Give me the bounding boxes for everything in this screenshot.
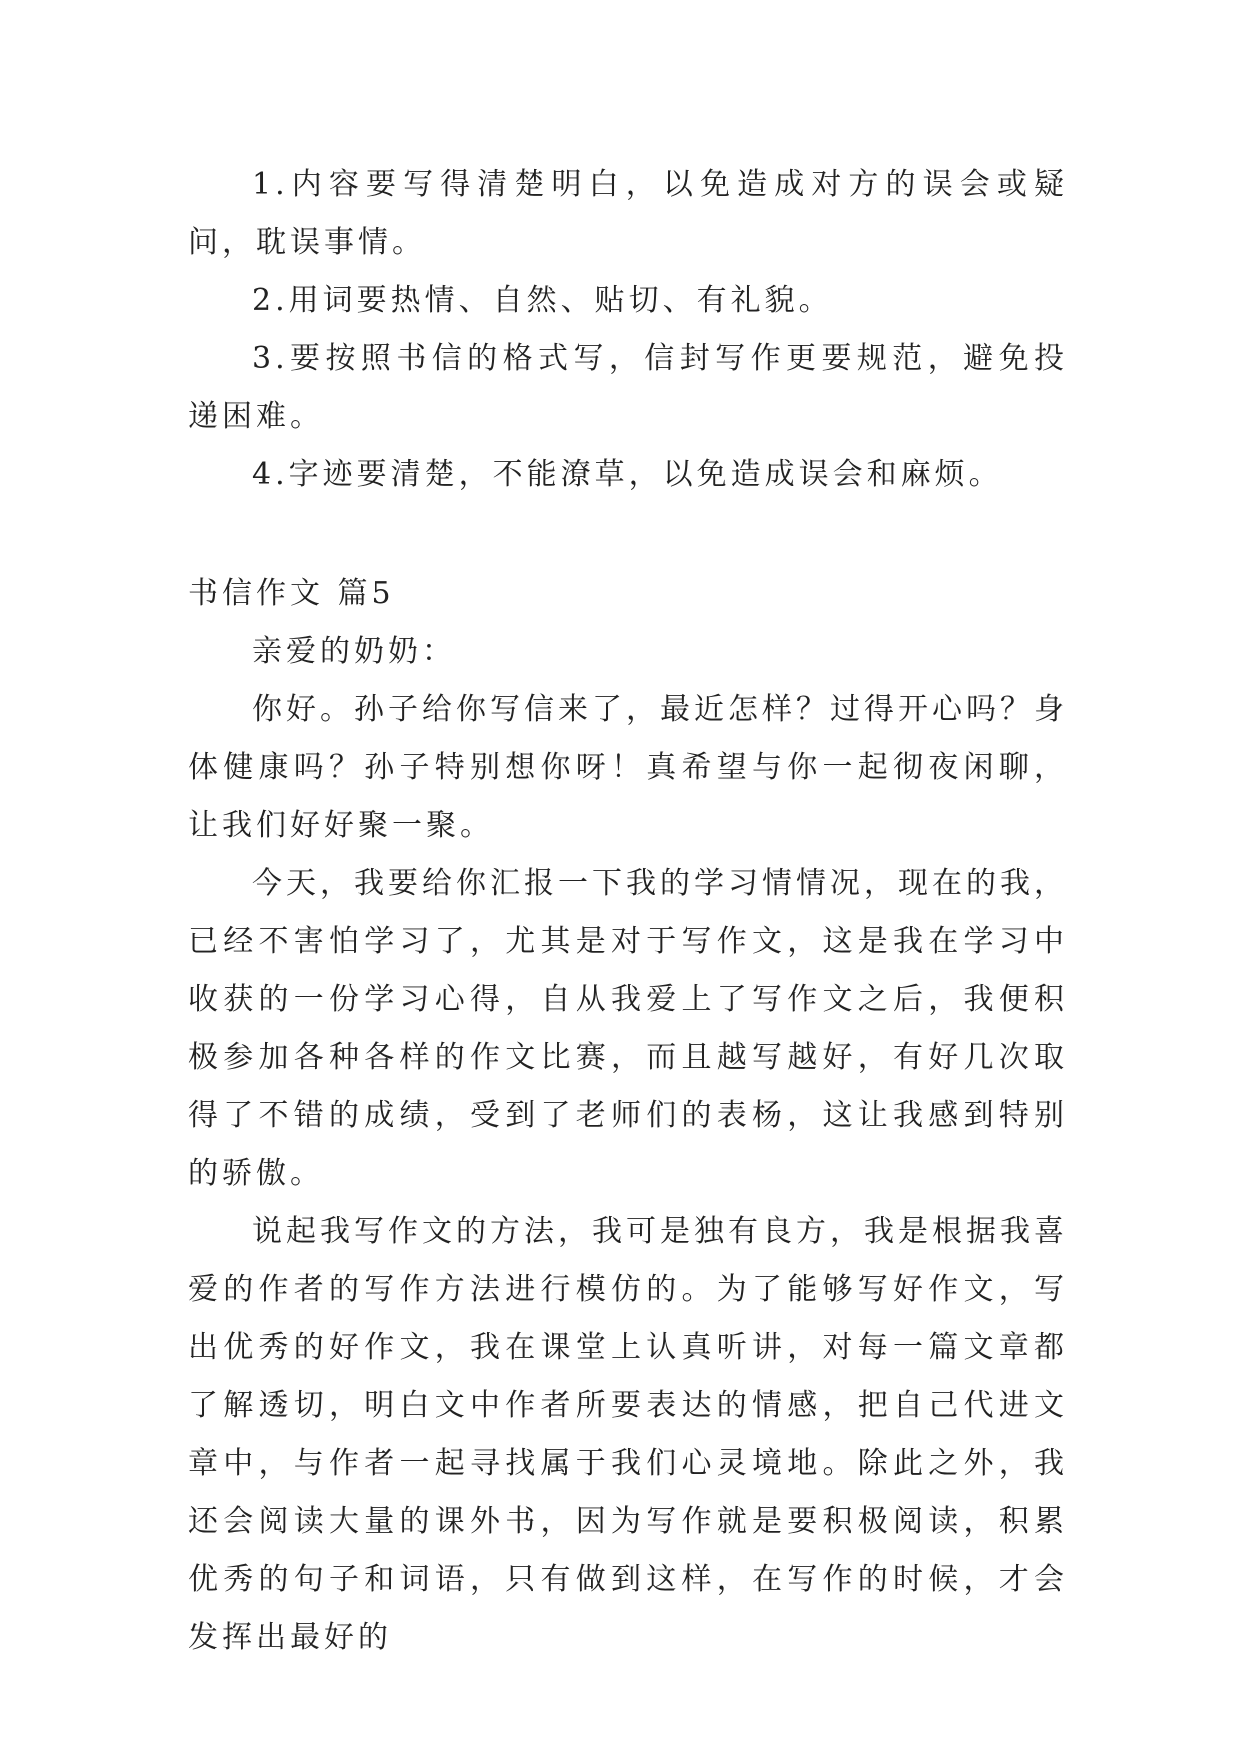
writing-tips-list — [188, 156, 1068, 504]
tip-item: 1.内容要写得清楚明白，以免造成对方的误会或疑问，耽误事情。 — [188, 167, 1068, 260]
letter-paragraph: 说起我写作文的方法，我可是独有良方，我是根据我喜爱的作者的写作方法进行模仿的。为了能够写好作文，写出优秀的好作文，我在课堂上认真听讲，对每一篇文章都了解透切，明白文中作者所要表达的情感，把自己代进文章中，与作者一起寻找属于我们心灵境地。除此之外，我还会阅读大量的课外书，因为写作就是要积极阅读，积累优秀的句子和词语，只有做到这样，在写作的时候，才会发挥出最好的 — [188, 1214, 1068, 1655]
letter-salutation: 亲爱的奶奶： — [252, 634, 456, 669]
letter-body — [188, 623, 1068, 1667]
tip-item: 4.字迹要清楚，不能潦草，以免造成误会和麻烦。 — [252, 457, 1003, 492]
tip-item: 2.用词要热情、自然、贴切、有礼貌。 — [252, 283, 833, 318]
section-heading: 书信作文 篇5 — [188, 576, 395, 611]
letter-paragraph: 今天，我要给你汇报一下我的学习情情况，现在的我，已经不害怕学习了，尤其是对于写作文，这是我在学习中收获的一份学习心得，自从我爱上了写作文之后，我便积极参加各种各样的作文比赛，而且越写越好，有好几次取得了不错的成绩，受到了老师们的表杨，这让我感到特别的骄傲。 — [188, 866, 1068, 1191]
letter-paragraph: 你好。孙子给你写信来了，最近怎样？过得开心吗？身体健康吗？孙子特别想你呀！真希望与你一起彻夜闲聊，让我们好好聚一聚。 — [188, 692, 1068, 843]
tip-item: 3.要按照书信的格式写，信封写作更要规范，避免投递困难。 — [188, 341, 1068, 434]
